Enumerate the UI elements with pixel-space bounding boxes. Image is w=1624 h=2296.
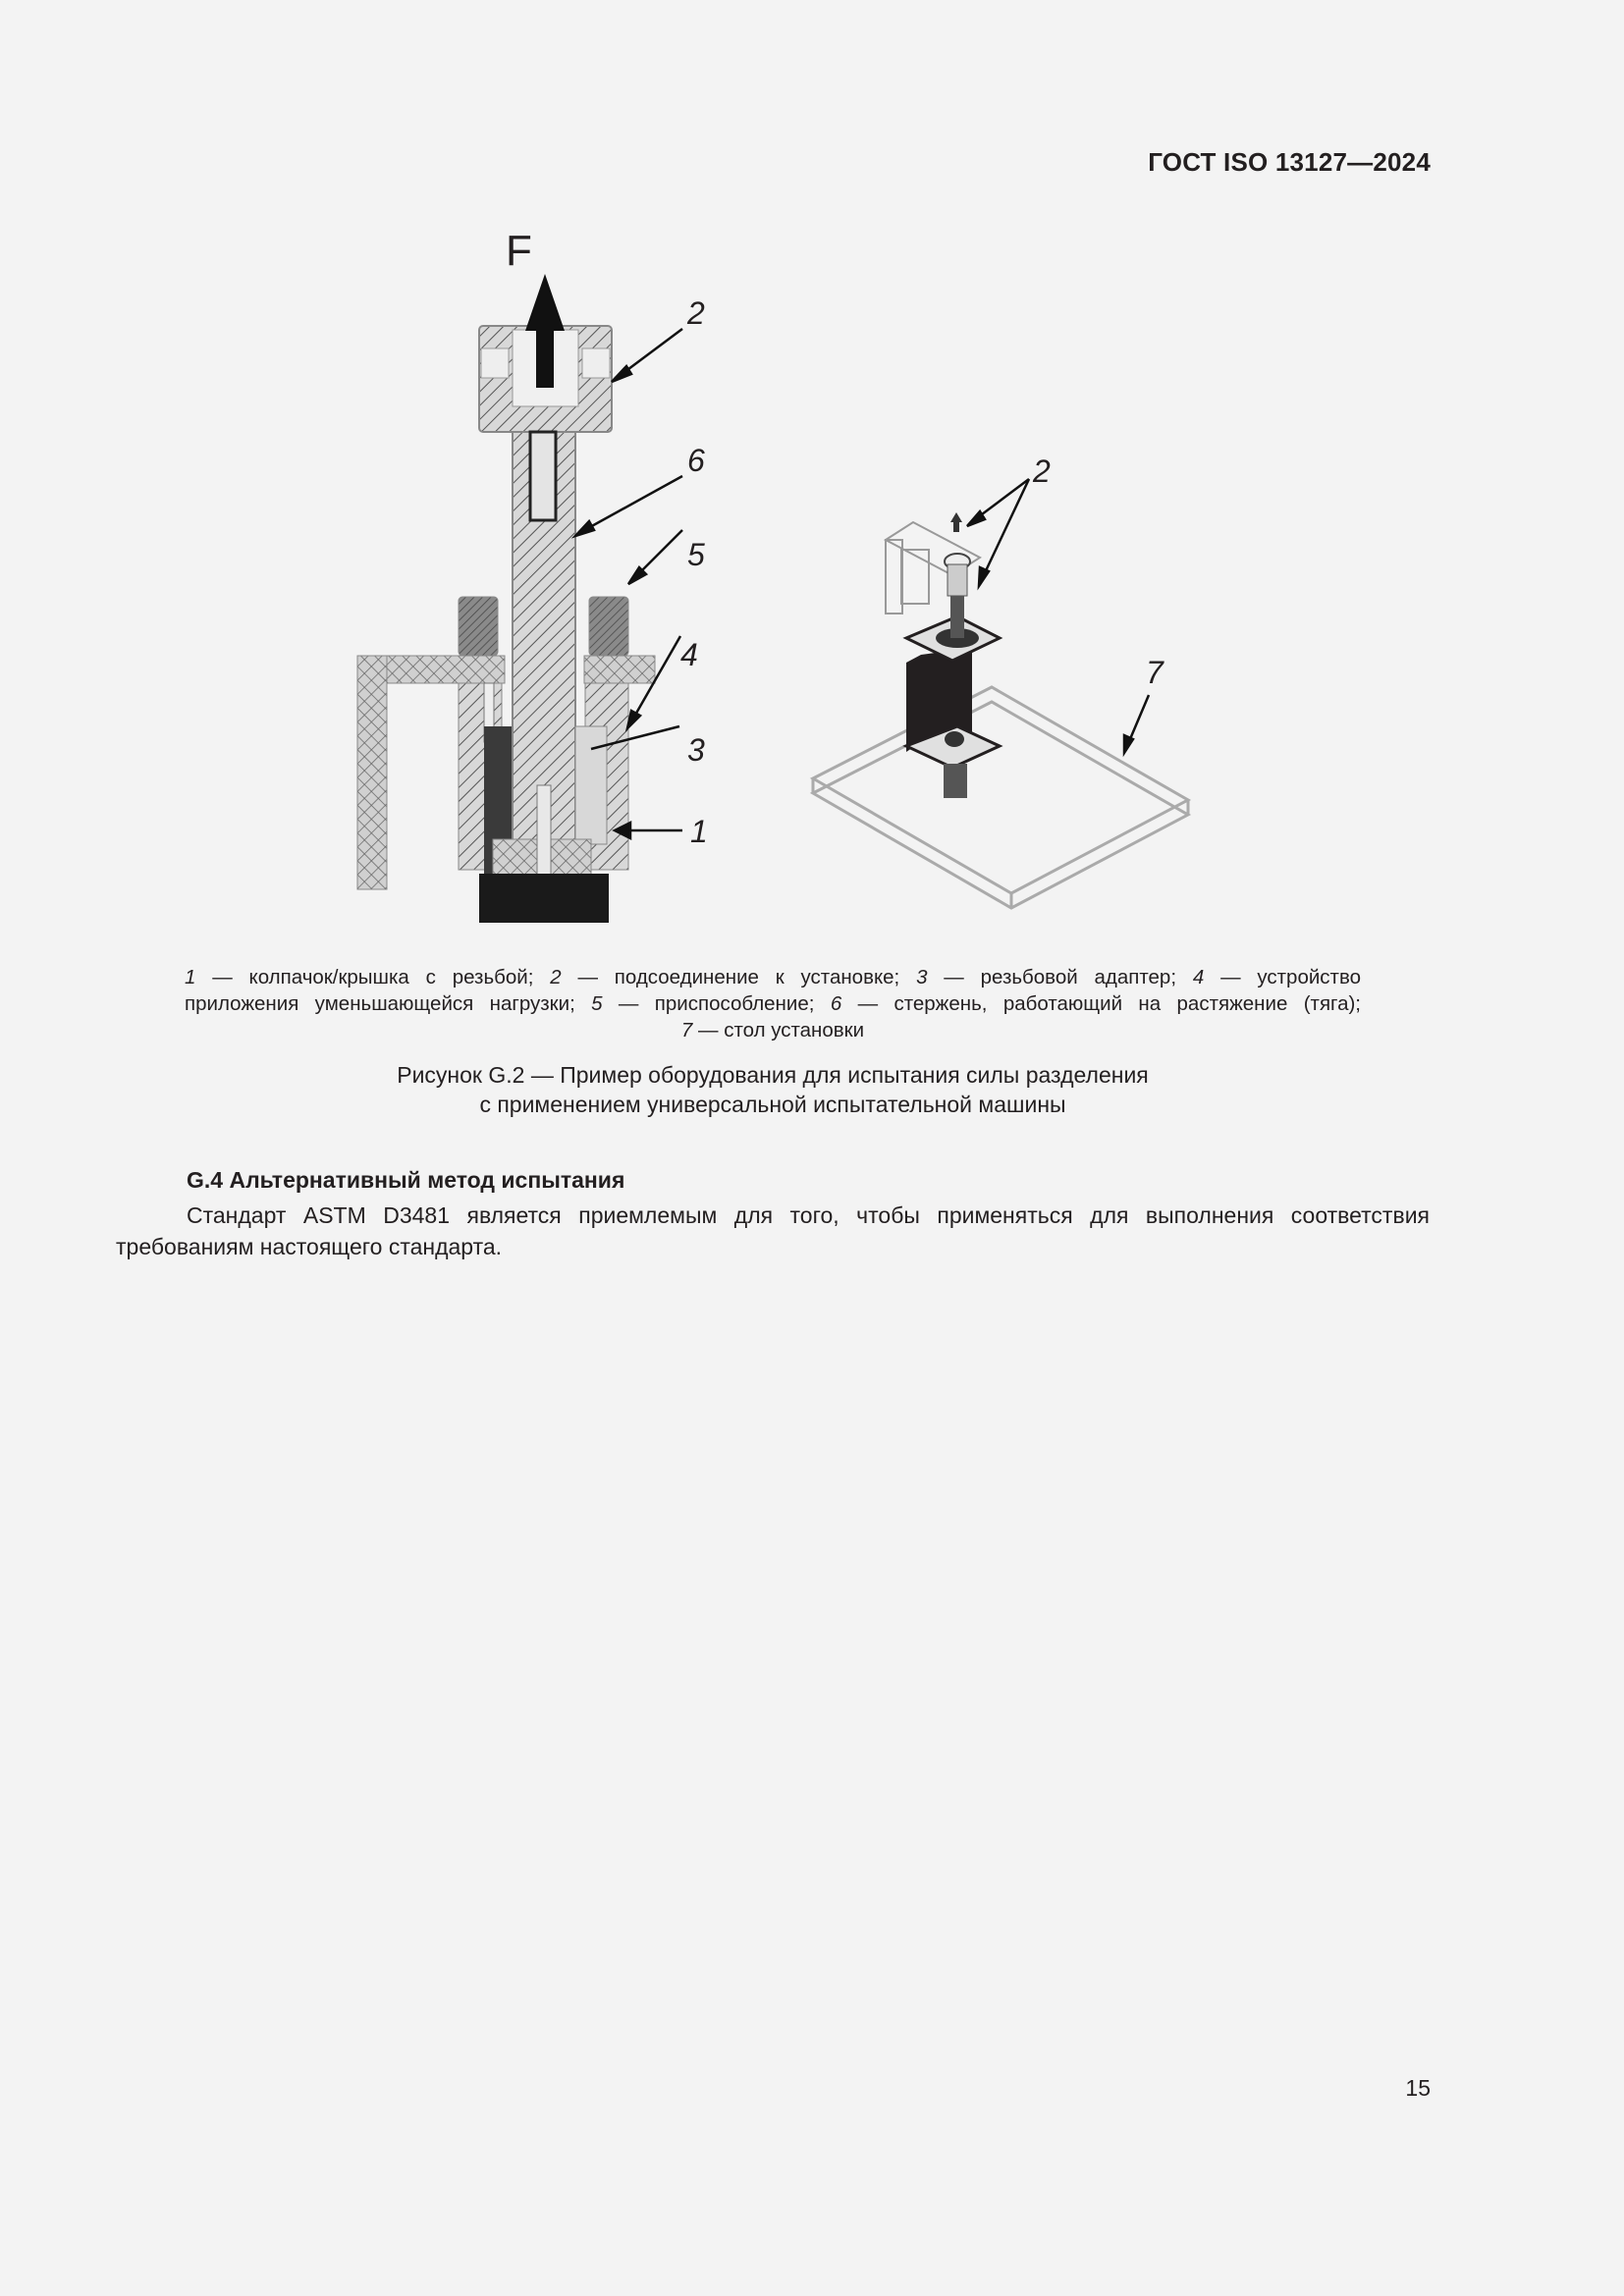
callout-4: 4: [680, 637, 698, 672]
caption-line-2: с применением универсальной испытательной машины: [479, 1092, 1066, 1117]
figure-legend: [185, 964, 1361, 1043]
isometric-drawing: [805, 452, 1227, 923]
legend-line-3: 7 — стол установки: [680, 1019, 865, 1041]
callout-3: 3: [687, 732, 705, 768]
force-label: F: [506, 236, 532, 275]
legend-line-1: 1 — колпачок/крышка с резьбой; 2 — подсоединение к установке; 3 — резьбовой адаптер; 4 — устройство: [185, 966, 1362, 988]
callout-2-iso: 2: [1033, 454, 1051, 489]
cross-section-drawing: [344, 236, 736, 923]
figure-g2: [344, 236, 1227, 923]
callout-5: 5: [687, 537, 705, 572]
callout-6: 6: [687, 443, 705, 478]
section-g4: [116, 1164, 1430, 1262]
small-force-arrow-icon: [950, 512, 962, 532]
legend-line-2: приложения уменьшающейся нагрузки; 5 — приспособление; 6 — стержень, работающий на растяжение (тяга);: [185, 992, 1361, 1015]
section-heading: G.4 Альтернативный метод испытания: [187, 1167, 625, 1193]
figure-caption: [185, 1060, 1361, 1119]
callout-1: 1: [690, 814, 708, 849]
section-paragraph: Стандарт ASTM D3481 является приемлемым для того, чтобы применяться для выполнения соответствия требованиям настоящего стандарта.: [116, 1202, 1430, 1259]
page-number: 15: [1405, 2075, 1431, 2101]
callout-2: 2: [687, 295, 705, 331]
caption-line-1: Рисунок G.2 — Пример оборудования для испытания силы разделения: [397, 1062, 1149, 1088]
callout-7: 7: [1146, 655, 1164, 690]
document-header: ГОСТ ISO 13127—2024: [1148, 147, 1431, 177]
